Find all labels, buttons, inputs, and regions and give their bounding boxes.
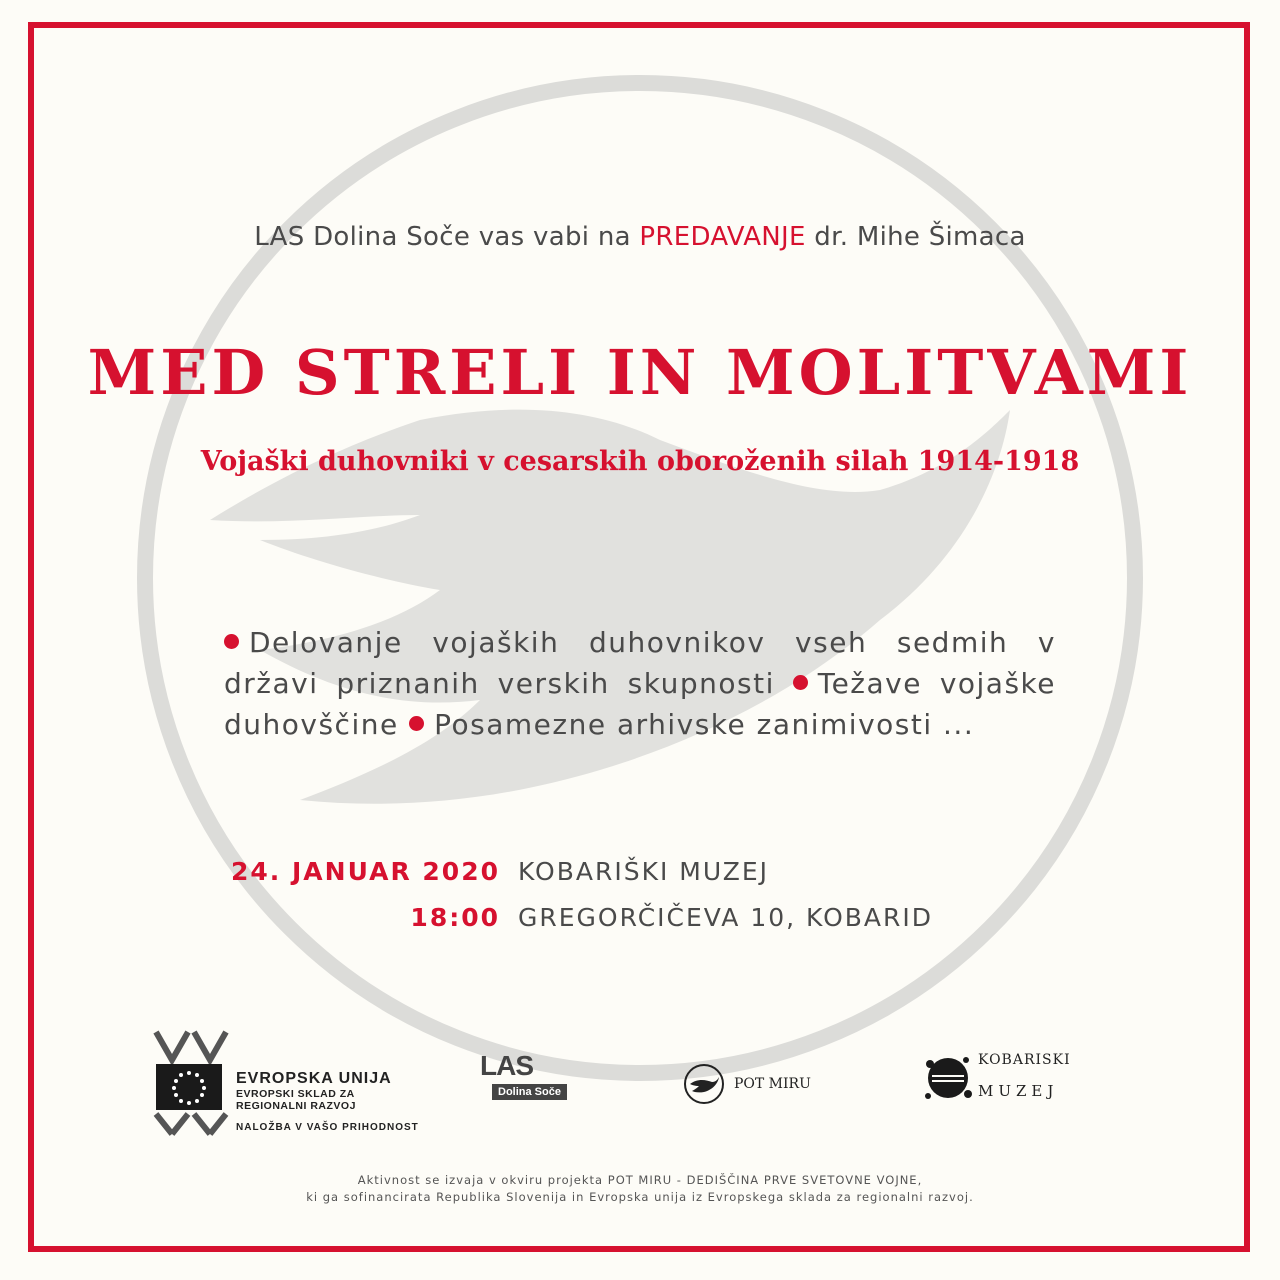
event-venue: KOBARIŠKI MUZEJ bbox=[518, 856, 770, 886]
bullet-dot-icon bbox=[793, 675, 808, 690]
kobariski-muzej-logo bbox=[918, 1048, 1088, 1108]
eu-text-block bbox=[236, 1070, 392, 1112]
intro-speaker: dr. Mihe Šimaca bbox=[805, 222, 1026, 252]
subtitle: Vojaški duhovniki v cesarskih oboroženih silah 1914-1918 bbox=[200, 446, 1080, 477]
kobariski-line2: MUZEJ bbox=[978, 1082, 1059, 1100]
sponsor-logos bbox=[0, 1020, 1280, 1133]
eu-fund-line1: EVROPSKI SKLAD ZA bbox=[236, 1088, 355, 1100]
page-title: MED STRELI IN MOLITVAMI bbox=[87, 336, 1193, 409]
eu-fund-line2: REGIONALNI RAZVOJ bbox=[236, 1100, 356, 1112]
bullet-dot-icon bbox=[409, 716, 424, 731]
las-logo bbox=[478, 1050, 588, 1110]
pot-miru-label: POT MIRU bbox=[734, 1076, 811, 1092]
event-time: 18:00 bbox=[410, 902, 500, 932]
event-details bbox=[0, 848, 1280, 940]
footer-line2: ki ga sofinancirata Republika Slovenija in Evropska unija iz Evropskega sklada za regionalni razvoj. bbox=[306, 1190, 974, 1204]
topic-item: Posamezne arhivske zanimivosti ... bbox=[434, 708, 975, 741]
intro-highlight: PREDAVANJE bbox=[639, 222, 806, 252]
dove-circle-icon bbox=[682, 1062, 726, 1106]
ink-splash-icon bbox=[918, 1050, 974, 1106]
topic-item: Delovanje vojaških duhovnikov vseh sedmih v državi priznanih verskih skupnosti bbox=[224, 626, 1056, 700]
kobariski-line1: KOBARISKI bbox=[978, 1052, 1071, 1068]
bullet-dot-icon bbox=[224, 634, 239, 649]
eu-title: EVROPSKA UNIJA bbox=[236, 1070, 392, 1087]
event-date: 24. JANUAR 2020 bbox=[231, 856, 500, 886]
eu-logo bbox=[150, 1026, 460, 1136]
topic-list bbox=[224, 622, 1056, 745]
las-main: LAS bbox=[480, 1050, 533, 1081]
intro-line bbox=[0, 222, 1280, 252]
eu-emblem-icon bbox=[150, 1026, 230, 1136]
intro-text: LAS Dolina Soče vas vabi na bbox=[254, 222, 640, 252]
eu-slogan: NALOŽBA V VAŠO PRIHODNOST bbox=[236, 1122, 419, 1133]
footer-note bbox=[0, 1172, 1280, 1206]
pot-miru-logo bbox=[682, 1062, 811, 1106]
footer-line1: Aktivnost se izvaja v okviru projekta POT MIRU - DEDIŠČINA PRVE SVETOVNE VOJNE, bbox=[357, 1173, 923, 1187]
las-sub: Dolina Soče bbox=[492, 1084, 567, 1100]
event-address: GREGORČIČEVA 10, KOBARID bbox=[518, 902, 934, 932]
topic-item: Težave vojaške duhovščine bbox=[224, 667, 1056, 741]
